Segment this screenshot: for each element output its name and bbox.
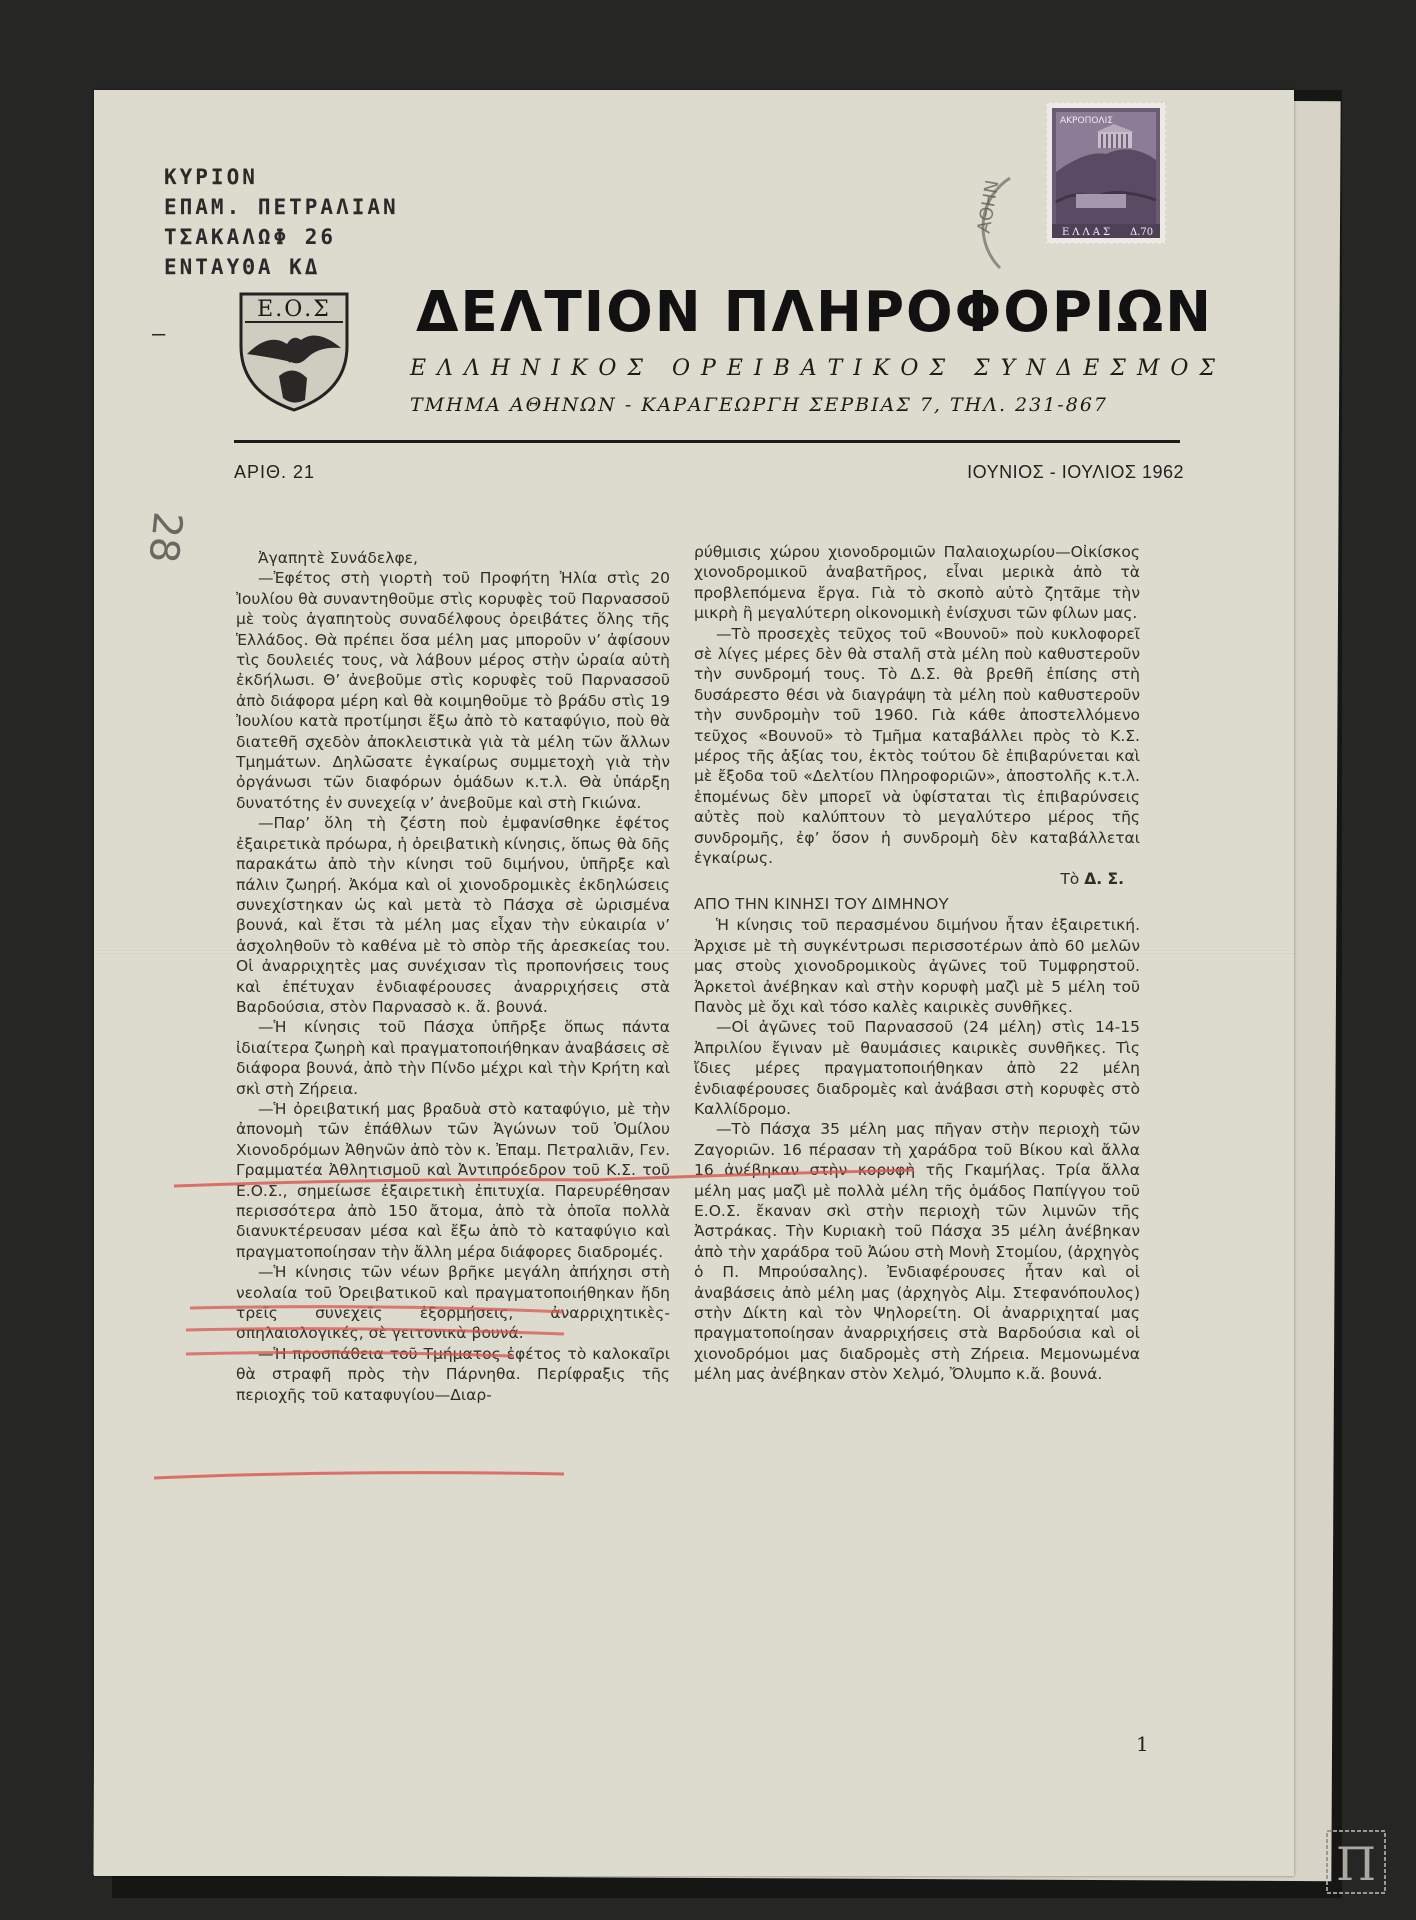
issue-number: ΑΡΙΘ. 21	[234, 462, 316, 482]
address-dash: —	[152, 322, 166, 347]
watermark-glyph: Π	[1335, 1837, 1377, 1891]
signoff-signature: Δ. Σ.	[1084, 869, 1124, 888]
stamp-top-label: ΑΚΡΟΠΟΛΙΣ	[1060, 116, 1113, 126]
newsletter-page	[94, 90, 1294, 1876]
eos-emblem	[235, 288, 353, 414]
svg-text:ΑΘΗΝ: ΑΘΗΝ	[973, 178, 1004, 235]
organization-address: ΤΜΗΜΑ ΑΘΗΝΩΝ - ΚΑΡΑΓΕΩΡΓΗ ΣΕΡΒΙΑΣ 7, ΤΗΛ. 231-867	[410, 394, 1108, 416]
newsletter-title: ΔΕΛΤΙΟΝ ΠΛΗΡΟΦΟΡΙΩΝ	[416, 280, 1213, 345]
paragraph: —Οἱ ἀγῶνες τοῦ Παρνασσοῦ (24 μέλη) στὶς 14-15 Ἀπριλίου ἔγιναν μὲ θαυμάσιες καιρικὲς συνθῆκες. Τὶς ἴδιες μέρες πραγματοποιήθηκαν ἀπὸ 22 μέλη ἐνδιαφέρουσες διαδρομὲς καὶ ἀνάβασι στὴ κορυφὲς στὸ Καλλίδρομο.	[694, 1018, 1140, 1118]
paragraph: —Ἡ ὀρειβατική μας βραδυὰ στὸ καταφύγιο, μὲ τὴν ἀπονομὴ τῶν ἐπάθλων τῶν Ἀγώνων τοῦ Ὁμίλου Χιονοδρόμων Ἀθηνῶν ἀπὸ τὸν κ. Ἐπαμ. Πετραλιᾶν, Γεν. Γραμματέα Ἀθλητισμοῦ καὶ Ἀντιπρόεδρον τοῦ Κ.Σ. τοῦ Ε.Ο.Σ., σημείωσε ἐξαιρετικὴ ἐπιτυχία. Παρευρέθησαν περισσότερα ἀπὸ 150 ἄτομα, ἀπὸ τὰ ὁποῖα πολλὰ διανυκτέρευσαν μέσα καὶ ἔξω ἀπὸ τὸ καταφύγιο καὶ πραγματοποίησαν τὴν ἄλλη μέρα διάφορες διαδρομές.	[236, 1099, 670, 1261]
paragraph: —Παρ’ ὅλη τὴ ζέστη ποὺ ἐμφανίσθηκε ἐφέτος ἐξαιρετικὰ πρόωρα, ἡ ὀρειβατικὴ κίνησις, ὅπως θὰ δῆς παρακάτω ἀπὸ τὴν κίνησι τοῦ διμήνου, ὑπῆρξε καὶ πάλιν ζωηρή. Ἀκόμα καὶ οἱ χιονοδρομικὲς ἐκδηλώσεις συνεχίστηκαν ὡς καὶ μετὰ τὸ Πάσχα σὲ ὡρισμένα βουνά, καὶ ἔτσι τὰ μέλη μας εἶχαν τὴν εὐκαιρία ν’ ἀσχοληθοῦν τὸ καθένα μὲ τὸ σπὸρ τῆς ἀρεσκείας του. Οἱ ἀναρριχητὲς μας συνέχισαν τὶς προπονήσεις τους καὶ ἐπέτυχαν ἐνδιαφέρουσες ἀναρριχήσεις στὰ Βαρδούσια, στὸν Παρνασσὸ κ. ἄ. βουνά.	[236, 814, 670, 1016]
stamp-country: ΕΛΛΑΣ	[1062, 227, 1114, 238]
address-line: ΕΠΑΜ. ΠΕΤΡΑΛΙΑΝ	[164, 195, 399, 219]
greeting: Ἀγαπητὲ Συνάδελφε,	[258, 549, 418, 567]
pencil-mark-text: 28	[139, 509, 191, 565]
masthead-rule	[234, 440, 1180, 443]
paragraph: Ἡ κίνησις τοῦ περασμένου διμήνου ἦταν ἐξαιρετική. Ἀρχισε μὲ τὴ συγκέντρωσι περισσοτέρων ἀπὸ 60 μελῶν μας στοὺς χιονοδρομικοὺς ἀγῶνες τοῦ Τυμφρηστοῦ. Ἀρκετοὶ ἀνέβηκαν καὶ στὴν κορυφὴ μαζὶ μὲ 5 μέλη τοῦ Πανὸς μὲ ὄχι καὶ τόσο καλὲς καιρικὲς συνθῆκες.	[694, 916, 1140, 1016]
postage-stamp	[1046, 102, 1166, 244]
signoff	[694, 869, 1140, 889]
issue-date: ΙΟΥΝΙΟΣ - ΙΟΥΛΙΟΣ 1962	[967, 462, 1184, 482]
paragraph: ρύθμισις χώρου χιονοδρομιῶν Παλαιοχωρίου—Οἰκίσκος χιονοδρομικοῦ ἀναβατῆρος, εἶναι μερικὰ ἀπὸ τὰ προβλεπόμενα ἔργα. Γιὰ τὸ σκοπὸ αὐτὸ ζητᾶμε τὴν μικρὴ ἢ μεγαλύτερη οἰκονομικὴ ἐνίσχυσι τῶν φίλων μας.	[694, 543, 1140, 623]
archive-watermark	[1326, 1830, 1386, 1894]
paragraph: —Ἡ κίνησις τῶν νέων βρῆκε μεγάλη ἀπήχησι στὴ νεολαία τοῦ Ὀρειβατικοῦ καὶ πραγματοποιήθηκαν ἤδη τρεῖς συνεχεῖς ἐξορμήσεις, ἀναρριχητικὲς-σπηλαιολογικές, σὲ γειτονικὰ βουνά.	[236, 1263, 670, 1343]
paragraph: —Τὸ προσεχὲς τεῦχος τοῦ «Βουνοῦ» ποὺ κυκλοφορεῖ σὲ λίγες μέρες δὲν θὰ σταλῆ στὰ μέλη ποὺ καθυστεροῦν τὴν συνδρομή τους. Τὸ Δ.Σ. θὰ βρεθῆ ἐπίσης στὴ δυσάρεστο θέσι νὰ διαγράψη τὰ μέλη ποὺ καθυστεροῦν τὴν συνδρομὴν τοῦ 1960. Γιὰ κάθε ἀποστελλόμενο τεῦχος «Βουνοῦ» τὸ Τμῆμα καταβάλλει πρὸς τὸ Κ.Σ. μέρος τῆς ἀξίας του, ἐκτὸς τούτου δὲ ἐπιβαρύνεται καὶ μὲ ἔξοδα τοῦ «Δελτίου Πληροφοριῶν», ἀποστολῆς κ.τ.λ. ἑπομένως δὲν μπορεῖ νὰ ὑφίσταται τὶς ἐπιβαρύνσεις αὐτὲς ποὺ καλύπτουν τὸ μεγαλύτερο μέρος τῆς συνδρομῆς, ἐφ’ ὅσον ἡ συνδρομὴ δὲν καταβάλλεται ἐγκαίρως.	[694, 624, 1140, 868]
paragraph: —Ἐφέτος στὴ γιορτὴ τοῦ Προφήτη Ἠλία στὶς 20 Ἰουλίου θὰ συναντηθοῦμε στὶς κορυφὲς τοῦ Παρνασσοῦ μὲ τοὺς ἀγαπητοὺς συναδέλφους ὀρειβάτες ὅλης τῆς Ἑλλάδος. Θὰ πρέπει ὅσα μέλη μας μποροῦν ν’ ἀφίσουν τὶς δουλειές τους, νὰ λάβουν μέρος στὴν ὡραία αὐτὴ ἐκδήλωσι. Θ’ ἀνεβοῦμε στὶς κορυφὲς τοῦ Παρνασσοῦ ἀπὸ διάφορα μέρη καὶ θὰ κοιμηθοῦμε τὸ βράδυ στὶς 19 Ἰουλίου κατὰ προτίμησι ἔξω ἀπὸ τὸ καταφύγιο, ποὺ θὰ διατεθῆ σχεδὸν ἀποκλειστικὰ γιὰ τὰ μέλη τῶν ἄλλων Τμημάτων. Δηλῶσατε ἐγκαίρως συμμετοχὴ γιὰ τὴν ὀργάνωσι τῶν διαφόρων ὁμάδων κ.τ.λ. Θὰ ὑπάρξη δυνατότης ἐν συνεχείᾳ ν’ ἀνεβοῦμε καὶ στὴ Γκιώνα.	[236, 569, 670, 812]
address-block	[164, 162, 399, 282]
address-line: ΤΣΑΚΑΛΩΦ 26	[164, 225, 337, 249]
emblem-label: Ε.Ο.Σ	[257, 297, 331, 322]
paragraph: —Τὸ Πάσχα 35 μέλη μας πῆγαν στὴν περιοχὴ τῶν Ζαγοριῶν. 16 πέρασαν τὴ χαράδρα τοῦ Βίκου καὶ ἄλλα 16 ἀνέβηκαν στὴν κορυφὴ τῆς Γκαμήλας. Τρία ἄλλα μέλη μας μαζὶ μὲ πολλὰ μέλη τῆς ὁμάδος Παπίγγου τοῦ Ε.Ο.Σ. ἔκαναν σκὶ στὴν περιοχὴ τῶν λιμνῶν τῆς Ἀστράκας. Τὴν Κυριακὴ τοῦ Πάσχα 35 μέλη ἀνέβηκαν ἀπὸ τὴν χαράδρα τοῦ Ἀώου στὴ Μονὴ Στομίου, (ἀρχηγὸς ὁ Π. Μπρούσαλης). Ἐνδιαφέρουσες ἦταν καὶ οἱ ἀναβάσεις ἀπὸ μέλη μας (ἀρχηγὸς Αἰμ. Στεφανόπουλος) στὴν Δίκτη καὶ τὸν Ψηλορείτη. Οἱ ἀναρριχηταί μας πραγματοποίησαν ἀναρριχήσεις στὰ Βαρδούσια καὶ οἱ χιονοδρόμοι μας διαδρομὲς στὴ Ζήρεια. Μεμονωμένα μέλη μας ἀνέβηκαν στὸν Χελμό, Ὄλυμπο κ.ἄ. βουνά.	[694, 1120, 1140, 1384]
section-heading: ΑΠΟ ΤΗΝ ΚΙΝΗΣΙ ΤΟΥ ΔΙΜΗΝΟΥ	[694, 895, 950, 913]
paragraph: —Ἡ προσπάθεια τοῦ Τμήματος ἐφέτος τὸ καλοκαῖρι θὰ στραφῆ πρὸς τὴν Πάρνηθα. Περίφραξις τῆς περιοχῆς τοῦ καταφυγίου—Διαρ-	[236, 1344, 670, 1404]
signoff-prefix: Τὸ	[1060, 869, 1080, 888]
pencil-mark	[132, 492, 202, 582]
address-line: ΚΥΡΙΟΝ	[164, 165, 258, 189]
organization-name: ΕΛΛΗΝΙΚΟΣ ΟΡΕΙΒΑΤΙΚΟΣ ΣΥΝΔΕΣΜΟΣ	[410, 356, 1226, 381]
stamp-value: Δ.70	[1130, 227, 1154, 238]
article-column-left	[236, 548, 670, 1405]
article-column-right	[694, 542, 1140, 1385]
page-number: 1	[1136, 1732, 1149, 1756]
paragraph: —Ἡ κίνησις τοῦ Πάσχα ὑπῆρξε ὅπως πάντα ἰδιαίτερα ζωηρὴ καὶ πραγματοποιήθηκαν ἀναβάσεις σὲ διάφορα βουνά, ἀπὸ τὴν Πίνδο μέχρι καὶ τὴν Κρήτη καὶ σκὶ στὴ Ζήρεια.	[236, 1018, 670, 1098]
red-underline	[154, 1473, 564, 1478]
address-line: ΕΝΤΑΥΘΑ ΚΔ	[164, 255, 321, 279]
